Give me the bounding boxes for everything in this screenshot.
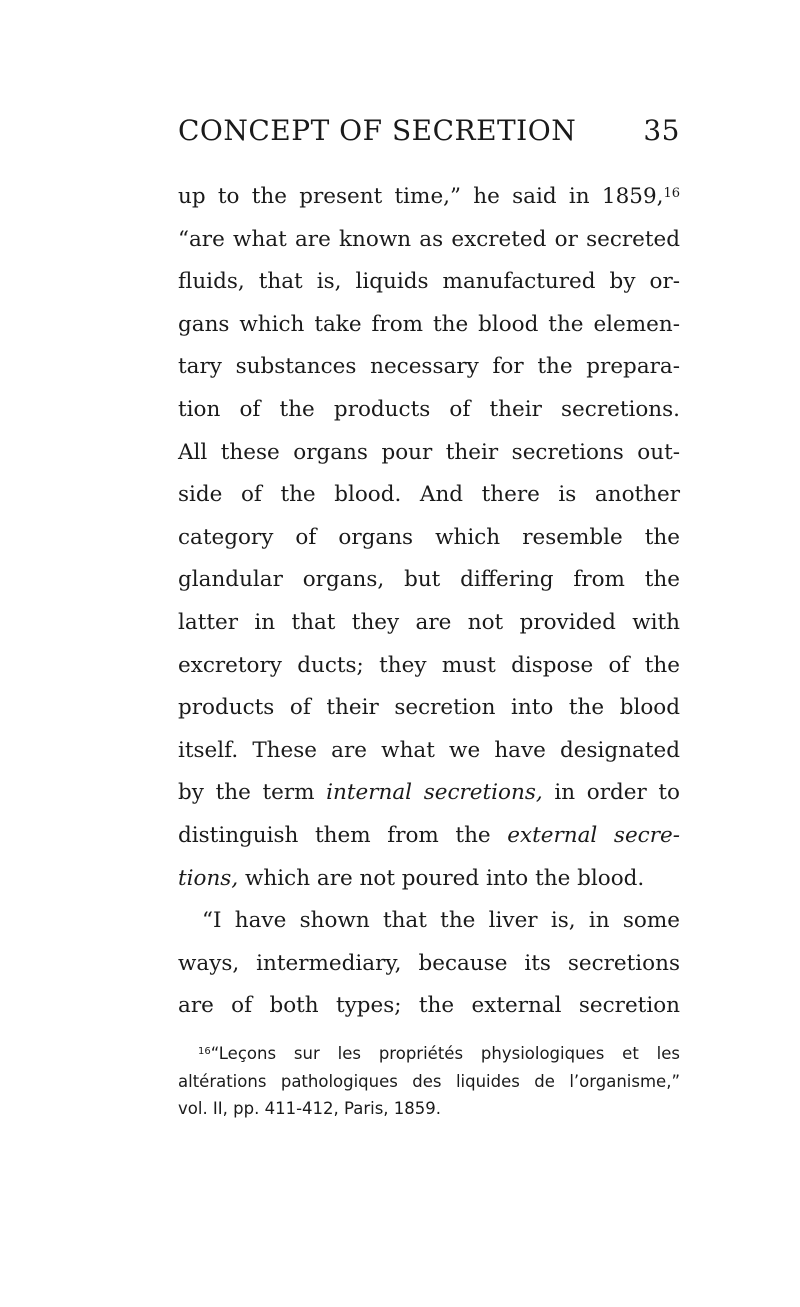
text-line: excretory ducts; they must dispose of the [178,652,680,678]
italic-term: tions, [178,865,239,891]
text-line: “I have shown that the liver is, in some [202,908,680,934]
page-number: 35 [643,114,680,147]
text-line: latter in that they are not provided with [178,609,680,635]
text-segment: which are not poured into the blood. [238,865,645,891]
text-line: All these organs pour their secretions out- [178,439,680,465]
text-line [178,772,680,815]
text-line: gans which take from the blood the elemen- [178,311,680,337]
footnote-line [178,1040,680,1068]
footnote-line: vol. II, pp. 411-412, Paris, 1859. [178,1099,442,1118]
footnote-line: altérations pathologiques des liquides de l’organisme,” [178,1071,680,1091]
text-line: category of organs which resemble the [178,524,680,550]
text-line: fluids, that is, liquids manufactured by or- [178,269,680,295]
text-line [178,176,680,219]
text-line: are of both types; the external secretion [178,993,680,1019]
text-segment: by the term [178,780,327,806]
footnote-text: “Leçons sur les propriétés physiologiques et les [210,1044,680,1063]
footnote-mark: 16 [198,1046,211,1057]
running-title: CONCEPT OF SECRETION [178,114,577,147]
text-line: side of the blood. And there is another [178,482,680,508]
italic-term: internal secretions, [326,780,543,806]
text-line: glandular organs, but differing from the [178,567,680,593]
italic-term: external secre- [507,822,680,848]
text-line: products of their secretion into the blood [178,695,680,721]
text-line: tary substances necessary for the prepara- [178,354,680,380]
text-segment: in order to [542,780,680,806]
text-line [178,858,680,901]
body-text [178,176,680,1028]
text-line [178,815,680,858]
footnote [178,1040,680,1123]
footnote-reference: 16 [663,186,680,201]
text-segment: up to the present time,” he said in 1859, [178,184,664,209]
text-line: ways, intermediary, because its secretions [178,950,680,976]
text-line: itself. These are what we have designated [178,737,680,763]
running-header [178,114,680,147]
text-line: “are what are known as excreted or secreted [178,226,680,252]
text-segment: distinguish them from the [178,822,508,848]
text-line: tion of the products of their secretions. [178,396,680,422]
